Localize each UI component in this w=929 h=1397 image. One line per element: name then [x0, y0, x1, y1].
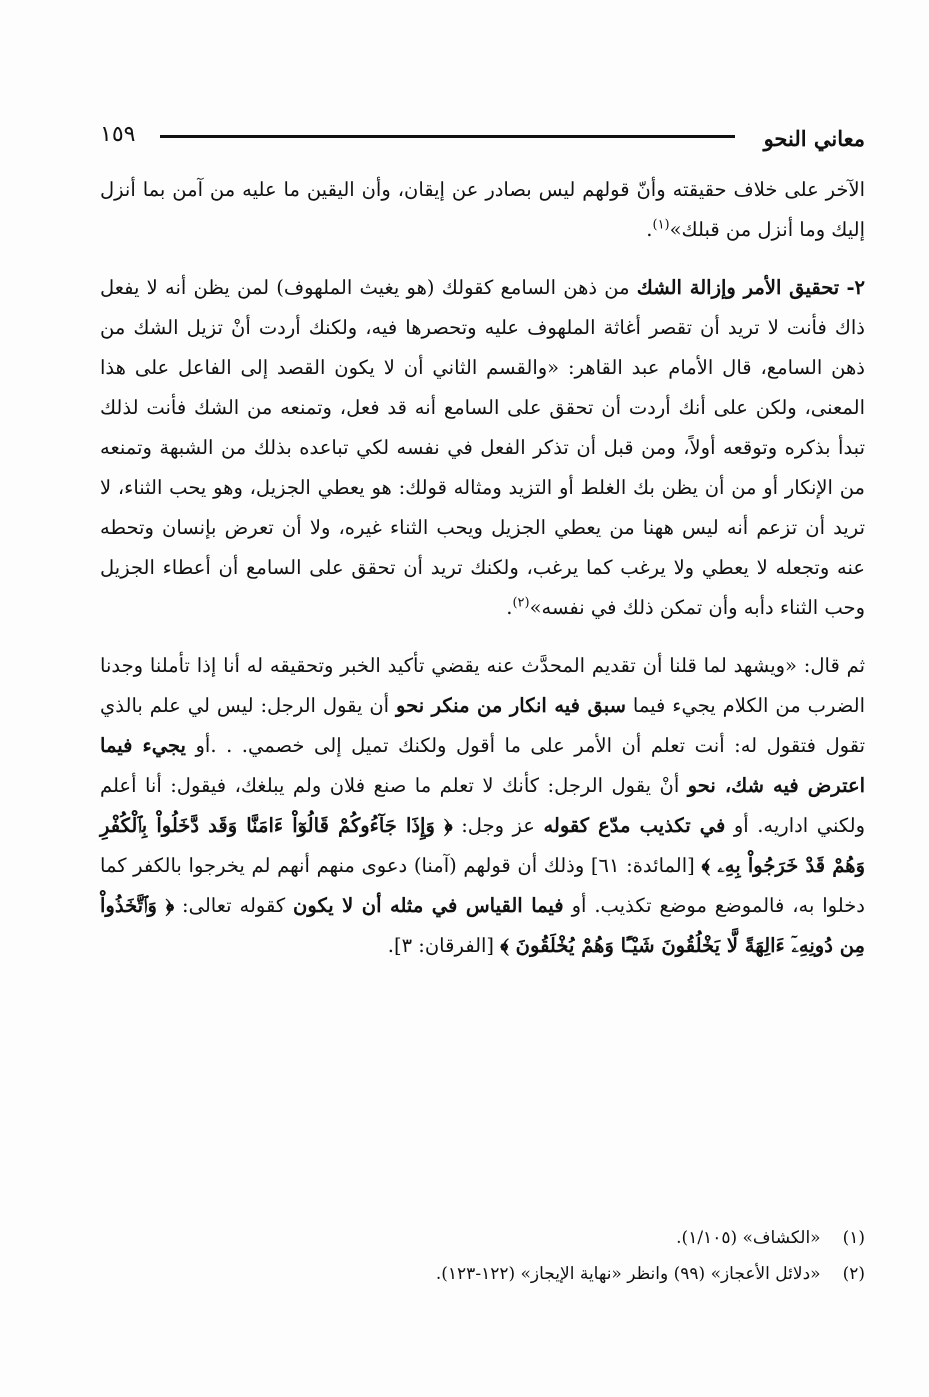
- footnote-ref-1[interactable]: (١): [652, 217, 670, 233]
- verse-reference-2: [الفرقان: ٣].: [387, 934, 495, 957]
- header-rule: [160, 135, 735, 138]
- footnote-ref-2[interactable]: (٢): [512, 595, 530, 611]
- verse-reference-1: [المائدة: ٦١]: [590, 854, 695, 877]
- point-number: ٢-: [846, 276, 866, 299]
- paragraph-point-2: ٢- تحقيق الأمر وإزالة الشك من ذهن السامع كقولك (هو يغيث الملهوف) لمن يظن أنه لا يفعل ذاك فأنت لا تريد أن تقصر أغاثة الملهوف عليه وتحصرها فيه، ولكنك أردت أنْ تزيل الشك من ذهن السامع، قال الأمام عبد القاهر: «والقسم الثاني أن لا يكون القصد إلى الفاعل على هذا المعنى، ولكن على أنك أردت أن تحقق على السامع أنه قد فعل، وتمنعه من الشك فأنت لذلك تبدأ بذكره وتوقعه أولاً، ومن قبل أن تذكر الفعل في نفسه لكي تباعده بذلك من الشبهة وتمنعه من الإنكار أو من أن يظن بك الغلط أو التزيد ومثاله قولك: هو يعطي الجزيل، وهو يحب الثناء، لا تريد أن تزعم أنه ليس ههنا من يعطي الجزيل ويحب الثناء غيره، ولا أن تعرض بإنسان وتحطه عنه وتجعله لا يعطي ولا يرغب كما يرغب، ولكنك تريد أن تحقق على السامع أن أعطاء الجزيل وحب الثناء دأبه وأن تمكن ذلك في نفسه»$^{(٢)}$.: [100, 276, 866, 619]
- quran-verse-2: ﴿ وَٱتَّخَذُواْ مِن دُونِهِۦٓ ءَالِهَةً لَّا يَخْلُقُونَ شَيْـًٔا وَهُمْ يُخْلَقُونَ ﴾: [100, 894, 865, 957]
- page-number: ١٥٩: [100, 122, 136, 147]
- main-text: [100, 170, 865, 966]
- paragraph-continuation: الآخر على خلاف حقيقته وأنّ قولهم ليس بصادر عن إيقان، وأن اليقين ما عليه من آمن بما أنزل إليك وما أنزل من قبلك»$^{(١)}$.: [100, 178, 865, 241]
- point-heading: تحقيق الأمر وإزالة الشك: [636, 276, 840, 299]
- page-header: [100, 118, 865, 158]
- paragraph-quote: ثم قال: «ويشهد لما قلنا أن تقديم المحدَّث عنه يقضي تأكيد الخبر وتحقيقه له أنا إذا تأملنا وجدنا الضرب من الكلام يجيء فيما سبق فيه انكار من منكر نحو أن يقول الرجل: ليس لي علم بالذي تقول فتقول له: أنت تعلم أن الأمر على ما أقول ولكنك تميل إلى خصمي. . .أو يجيء فيما اعترض فيه شك، نحو أنْ يقول الرجل: كأنك لا تعلم ما صنع فلان ولم يبلغك، فيقول: أنا أعلم ولكني اداريه. أو في تكذيب مدّع كقوله عز وجل: ﴿ وَإِذَا جَآءُوكُمْ قَالُوٓاْ ءَامَنَّا وَقَد دَّخَلُواْ بِٱلْكُفْرِ وَهُمْ قَدْ خَرَجُواْ بِهِۦ ﴾ [المائدة: ٦١] وذلك أن قولهم (آمنا) دعوى منهم أنهم لم يخرجوا بالكفر كما دخلوا به، فالموضع موضع تكذيب. أو فيما القياس في مثله أن لا يكون كقوله تعالى: ﴿ وَٱتَّخَذُواْ مِن دُونِهِۦٓ ءَالِهَةً لَّا يَخْلُقُونَ شَيْـًٔا وَهُمْ يُخْلَقُونَ ﴾ [الفرقان: ٣].: [100, 654, 866, 957]
- footnote-1: (١) «الكشاف» (١/١٠٥).: [676, 1228, 865, 1248]
- footnotes: [100, 1220, 865, 1292]
- quran-verse-1: ﴿ وَإِذَا جَآءُوكُمْ قَالُوٓاْ ءَامَنَّا وَقَد دَّخَلُواْ بِٱلْكُفْرِ وَهُمْ قَدْ خَرَجُواْ بِهِۦ ﴾: [100, 814, 865, 877]
- book-title: معاني النحو: [763, 126, 865, 151]
- footnote-2: (٢) «دلائل الأعجاز» (٩٩) وانظر «نهاية الإيجاز» (١٢٢-١٢٣).: [435, 1264, 865, 1284]
